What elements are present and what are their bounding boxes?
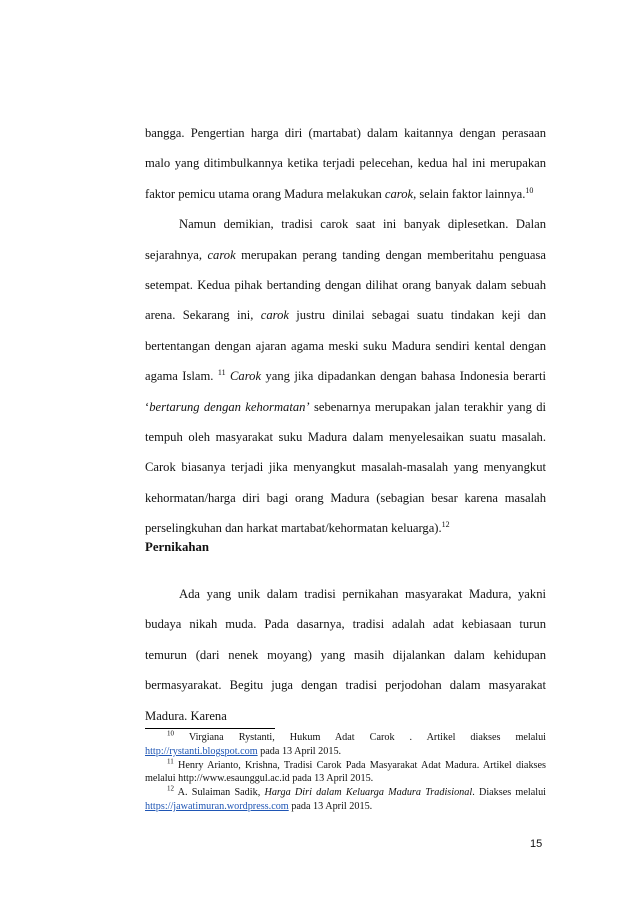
footnote-12 (145, 786, 546, 814)
footnote-link[interactable]: http://rystanti.blogspot.com (145, 745, 258, 757)
italic-term: carok (260, 308, 289, 323)
paragraph-3: Ada yang unik dalam tradisi pernikahan masyarakat Madura, yakni budaya nikah muda. Pada dasarnya, tradisi adalah adat kebiasaan turun temurun (dari nenek moyang) yang masih dijalankan dalam kehidupan bermasyarakat. Begitu juga dengan tradisi perjodohan dalam masyarakat Madura. Karena (145, 587, 546, 723)
paragraph-2-part-2: merupakan perang tanding dengan memberitahu penguasa setempat. Kedua pihak bertanding dengan dilihat orang banyak dalam sebuah arena. Sekarang ini, (145, 247, 547, 323)
footnote-divider (145, 728, 275, 729)
paragraph-1-text: bangga. Pengertian harga diri (martabat) dalam kaitannya dengan perasaan malo yang ditimbulkannya ketika terjadi pelecehan, kedua hal ini merupakan faktor pemicu utama orang Madura melakukan (145, 126, 546, 201)
italic-term: carok (207, 247, 236, 262)
paragraph-2-part-1: Namun demikian, tradisi carok saat ini banyak diplesetkan. Dalan sejarahnya, (145, 217, 546, 262)
footnote-11 (145, 759, 546, 787)
page-number: 15 (530, 838, 543, 850)
paragraph-2 (145, 209, 546, 543)
footnote-text-mid: . Diakses melalui (472, 787, 546, 799)
footnote-text: A. Sulaiman Sadik, (174, 787, 265, 799)
footnote-ref-10[interactable]: 10 (525, 185, 534, 195)
footnote-10 (145, 731, 546, 759)
footnotes (145, 731, 546, 814)
body-text-block-1 (145, 118, 546, 544)
footnote-number: 12 (167, 784, 174, 793)
paragraph-1-ending: , selain faktor lainnya. (413, 186, 526, 201)
paragraph-1 (145, 118, 546, 209)
footnote-text: Henry Arianto, Krishna, Tradisi Carok Pada Masyarakat Adat Madura. Artikel diakses melalui http://www.esaunggul.ac.id pada 13 April 2015. (145, 759, 546, 785)
footnote-number: 11 (167, 757, 174, 766)
paragraph-2-part-3: justru dinilai sebagai suatu tindakan keji dan bertentangan dengan ajaran agama meski suku Madura sendiri kental dengan agama Islam. (145, 308, 547, 384)
footnote-italic-title: Harga Diri dalam Keluarga Madura Tradisional (264, 787, 473, 799)
italic-phrase: bertarung dengan kehormatan’ (149, 399, 310, 414)
footnote-link[interactable]: https://jawatimuran.wordpress.com (145, 800, 289, 812)
italic-term: Carok (230, 369, 262, 384)
footnote-ref-12[interactable]: 12 (441, 520, 450, 530)
footnote-text-end: pada 13 April 2015. (257, 745, 342, 757)
italic-term: carok (384, 186, 414, 201)
footnote-text: Virgiana Rystanti, Hukum Adat Carok . Artikel diakses melalui (174, 732, 546, 743)
footnote-text-end: pada 13 April 2015. (288, 800, 373, 812)
body-text-block-2 (145, 579, 546, 731)
footnote-number: 10 (167, 729, 174, 738)
section-heading: Pernikahan (145, 540, 209, 554)
paragraph-2-part-5: sebenarnya merupakan jalan terakhir yang di tempuh oleh masyarakat suku Madura dalam menyelesaikan suatu masalah. Carok biasanya terjadi jika menyangkut masalah-masalah yang menyangkut kehormatan/harga diri bagi orang Madura (sebagian besar karena masalah perselingkuhan dan harkat martabat/kehormatan keluarga). (145, 399, 547, 536)
footnote-ref-11[interactable]: 11 (217, 368, 226, 378)
paragraph-2-part-4: yang jika dipadankan dengan bahasa Indonesia berarti ‘ (145, 369, 546, 414)
